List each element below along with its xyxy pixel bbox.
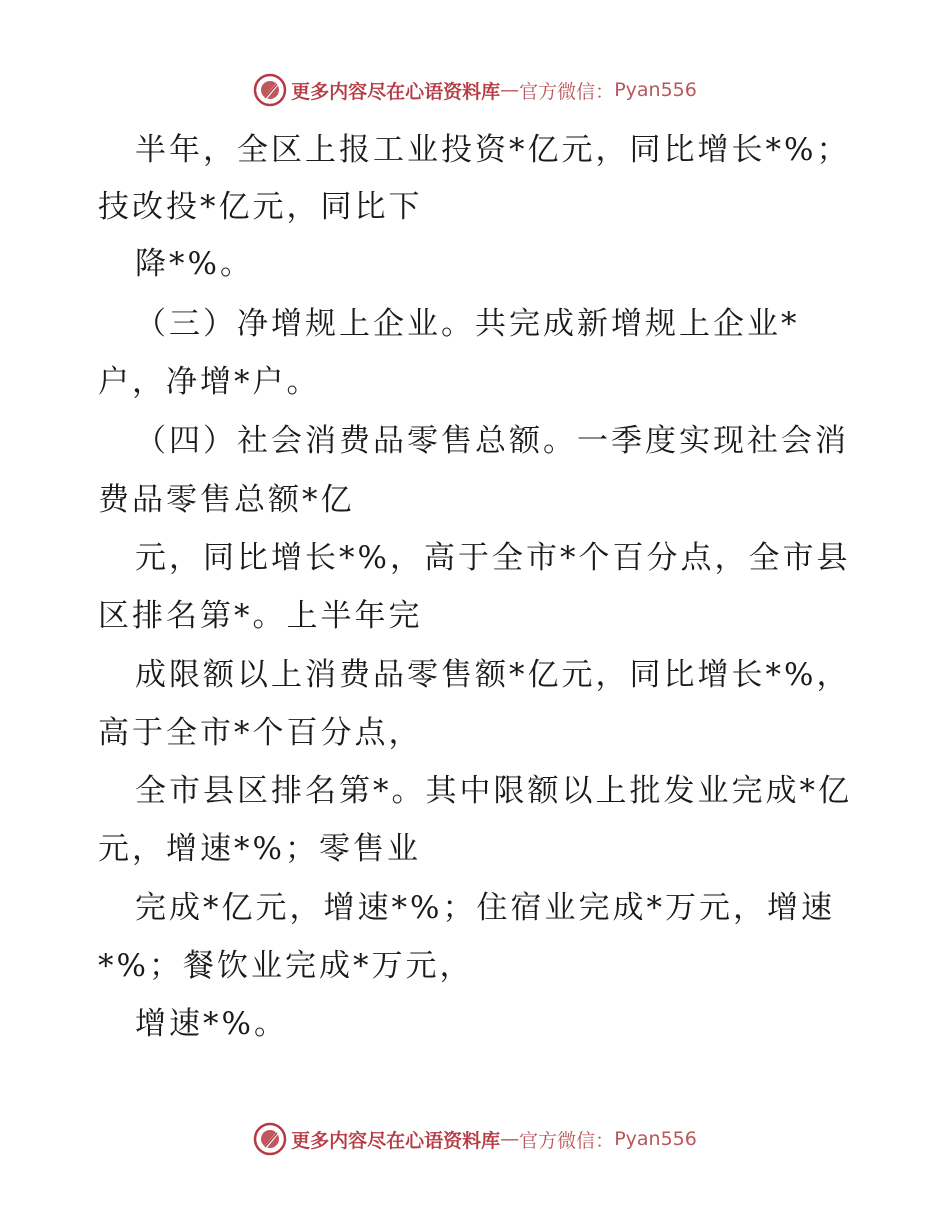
paragraph-line: 费品零售总额*亿 <box>98 482 355 518</box>
paragraph-line: 元，同比增长*%，高于全市*个百分点，全市县 <box>135 540 851 576</box>
footer-separator: — <box>500 1128 520 1150</box>
paragraph-line: （三）净增规上企业。共完成新增规上企业* <box>135 306 800 342</box>
paragraph-line: 全市县区排名第*。其中限额以上批发业完成*亿 <box>135 773 852 809</box>
footer-wechat-id: Pyan556 <box>614 1128 697 1150</box>
paragraph-line: 成限额以上消费品零售额*亿元，同比增长*%， <box>135 657 851 693</box>
footer-banner <box>0 1119 950 1159</box>
paragraph-line: 完成*亿元，增速*%；住宿业完成*万元，增速 <box>135 890 835 926</box>
paragraph-line: 区排名第*。上半年完 <box>98 598 423 634</box>
header-separator: — <box>500 79 520 101</box>
paragraph-line: 半年，全区上报工业投资*亿元，同比增长*%； <box>135 132 851 168</box>
quill-logo-icon <box>253 1122 287 1156</box>
paragraph-line: 降*%。 <box>135 246 254 282</box>
paragraph-line: （四）社会消费品零售总额。一季度实现社会消 <box>135 423 849 459</box>
paragraph-line: 增速*%。 <box>135 1006 288 1042</box>
paragraph-line: 元，增速*%；零售业 <box>98 831 421 867</box>
paragraph-line: 技改投*亿元，同比下 <box>98 189 423 225</box>
footer-wechat-label: 官方微信： <box>519 1129 615 1152</box>
paragraph-line: *%；餐饮业完成*万元， <box>98 948 474 984</box>
header-wechat-label: 官方微信： <box>519 80 615 103</box>
footer-brand-text: 更多内容尽在心语资料库 <box>291 1129 501 1152</box>
paragraph-line: 高于全市*个百分点， <box>98 715 423 751</box>
header-wechat-id: Pyan556 <box>614 79 697 101</box>
header-brand-text: 更多内容尽在心语资料库 <box>291 80 501 103</box>
paragraph-line: 户，净增*户。 <box>98 364 321 400</box>
